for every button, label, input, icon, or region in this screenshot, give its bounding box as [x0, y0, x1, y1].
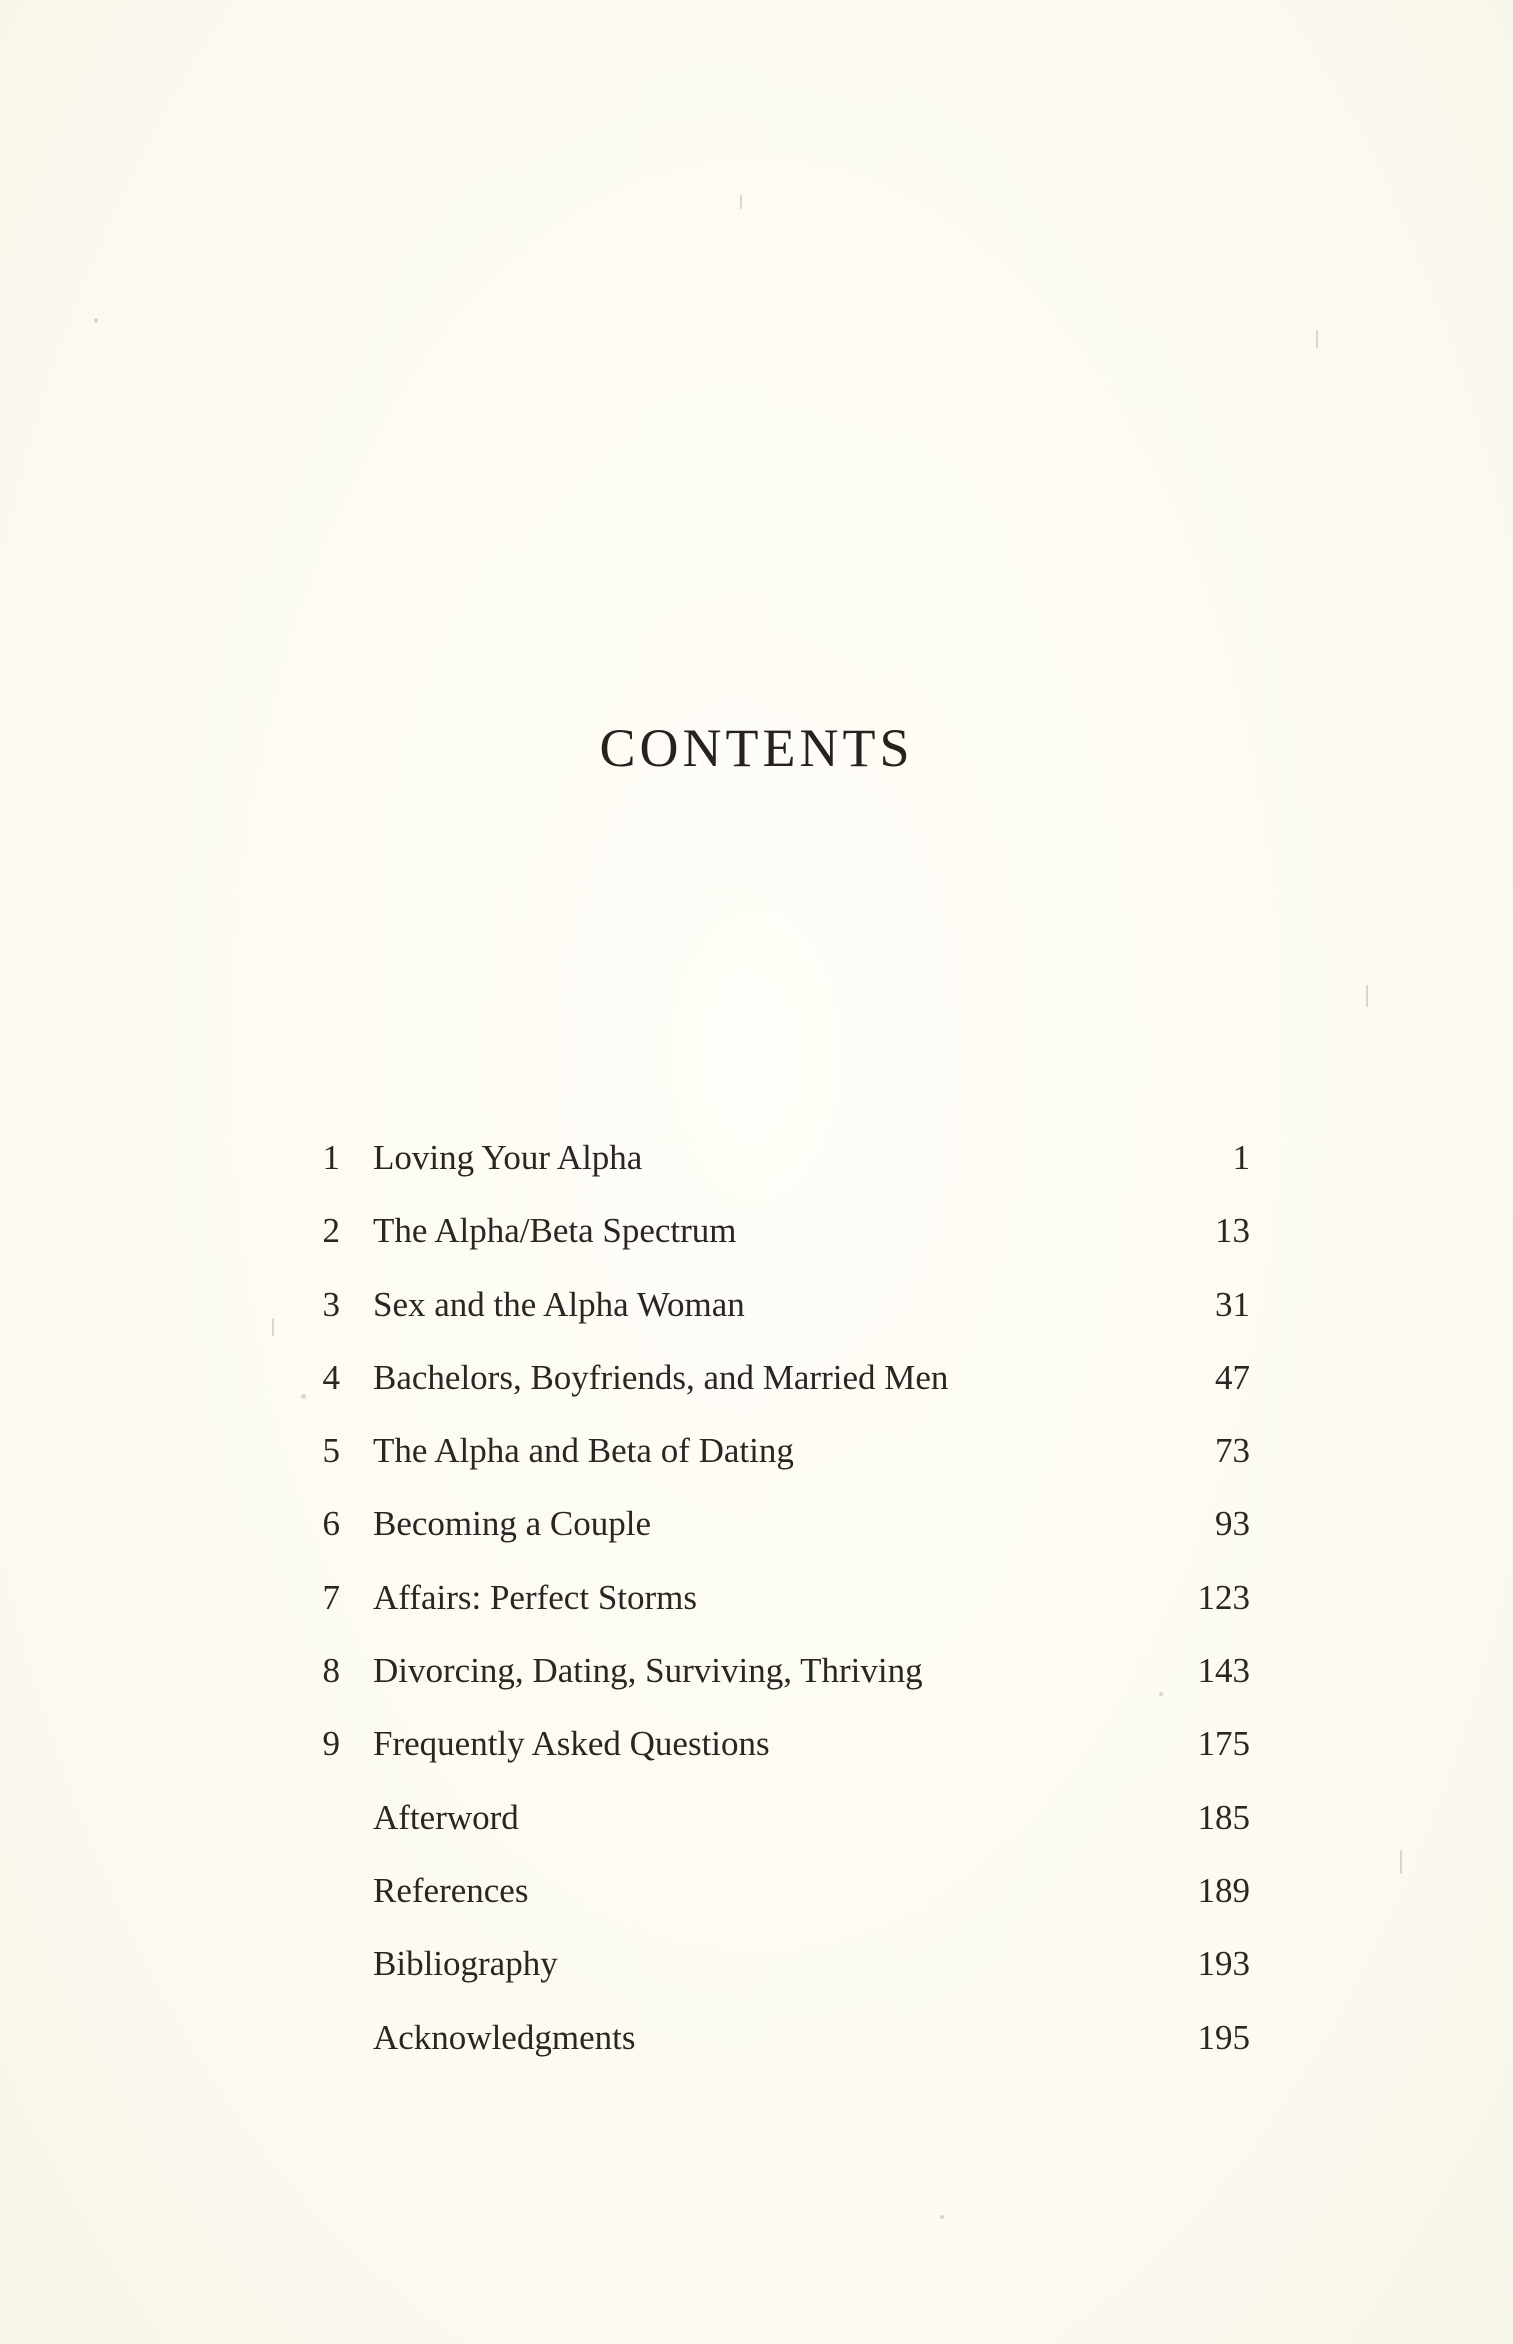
toc-entry [300, 1714, 1250, 1787]
toc-page-number: 185 [1197, 1797, 1250, 1837]
toc-entry-title: Bibliography [373, 1944, 558, 1984]
toc-entry-title: Afterword [373, 1797, 519, 1837]
toc-entry [300, 1934, 1250, 2007]
paper-speck [1316, 330, 1318, 348]
toc-entry-title: Sex and the Alpha Woman [373, 1284, 745, 1324]
toc-page-number: 73 [1215, 1431, 1250, 1471]
toc-entry [300, 1348, 1250, 1421]
toc-entry [300, 1861, 1250, 1934]
toc-page-number: 123 [1197, 1577, 1250, 1617]
toc-page-number: 31 [1215, 1284, 1250, 1324]
toc-entry [300, 2008, 1250, 2081]
toc-entry [300, 1128, 1250, 1201]
toc-chapter-number: 2 [322, 1211, 340, 1251]
toc-page-number: 175 [1197, 1724, 1250, 1764]
toc-chapter-number: 3 [322, 1284, 340, 1324]
paper-speck [1400, 1850, 1402, 1874]
toc-page-number: 189 [1197, 1870, 1250, 1910]
toc-page-number: 93 [1215, 1504, 1250, 1544]
toc-page-number: 13 [1215, 1211, 1250, 1251]
toc-chapter-number: 7 [322, 1577, 340, 1617]
toc-chapter-number: 4 [322, 1357, 340, 1397]
toc-chapter-number: 5 [322, 1431, 340, 1471]
paper-speck [940, 2215, 944, 2219]
paper-speck [1366, 985, 1368, 1007]
toc-entry-title: Acknowledgments [373, 2017, 636, 2057]
paper-speck [94, 318, 98, 323]
toc-entry-title: Divorcing, Dating, Surviving, Thriving [373, 1651, 923, 1691]
toc-chapter-number: 6 [322, 1504, 340, 1544]
toc-chapter-number: 9 [322, 1724, 340, 1764]
toc-entry-title: Becoming a Couple [373, 1504, 652, 1544]
toc-entry-title: The Alpha/Beta Spectrum [373, 1211, 737, 1251]
toc-page-number: 195 [1197, 2017, 1250, 2057]
toc-entry [300, 1494, 1250, 1567]
toc-page-number: 1 [1232, 1138, 1250, 1177]
toc-page-number: 193 [1197, 1944, 1250, 1984]
toc-entry-title: The Alpha and Beta of Dating [373, 1431, 794, 1471]
toc-entry-title: Affairs: Perfect Storms [373, 1577, 698, 1617]
toc-page-number: 143 [1197, 1651, 1250, 1691]
table-of-contents [300, 1128, 1250, 2081]
toc-chapter-number: 8 [322, 1651, 340, 1691]
toc-entry-title: Loving Your Alpha [373, 1138, 643, 1177]
toc-entry-title: Bachelors, Boyfriends, and Married Men [373, 1357, 949, 1397]
toc-entry [300, 1275, 1250, 1348]
paper-speck [272, 1318, 274, 1336]
page-title: CONTENTS [599, 718, 914, 779]
toc-entry [300, 1568, 1250, 1641]
toc-entry [300, 1421, 1250, 1494]
toc-entry [300, 1201, 1250, 1274]
toc-entry-title: References [373, 1870, 529, 1910]
paper-speck [740, 195, 742, 209]
toc-entry [300, 1641, 1250, 1714]
toc-page-number: 47 [1215, 1357, 1250, 1397]
toc-chapter-number: 1 [322, 1138, 340, 1177]
toc-entry [300, 1788, 1250, 1861]
toc-entry-title: Frequently Asked Questions [373, 1724, 770, 1764]
